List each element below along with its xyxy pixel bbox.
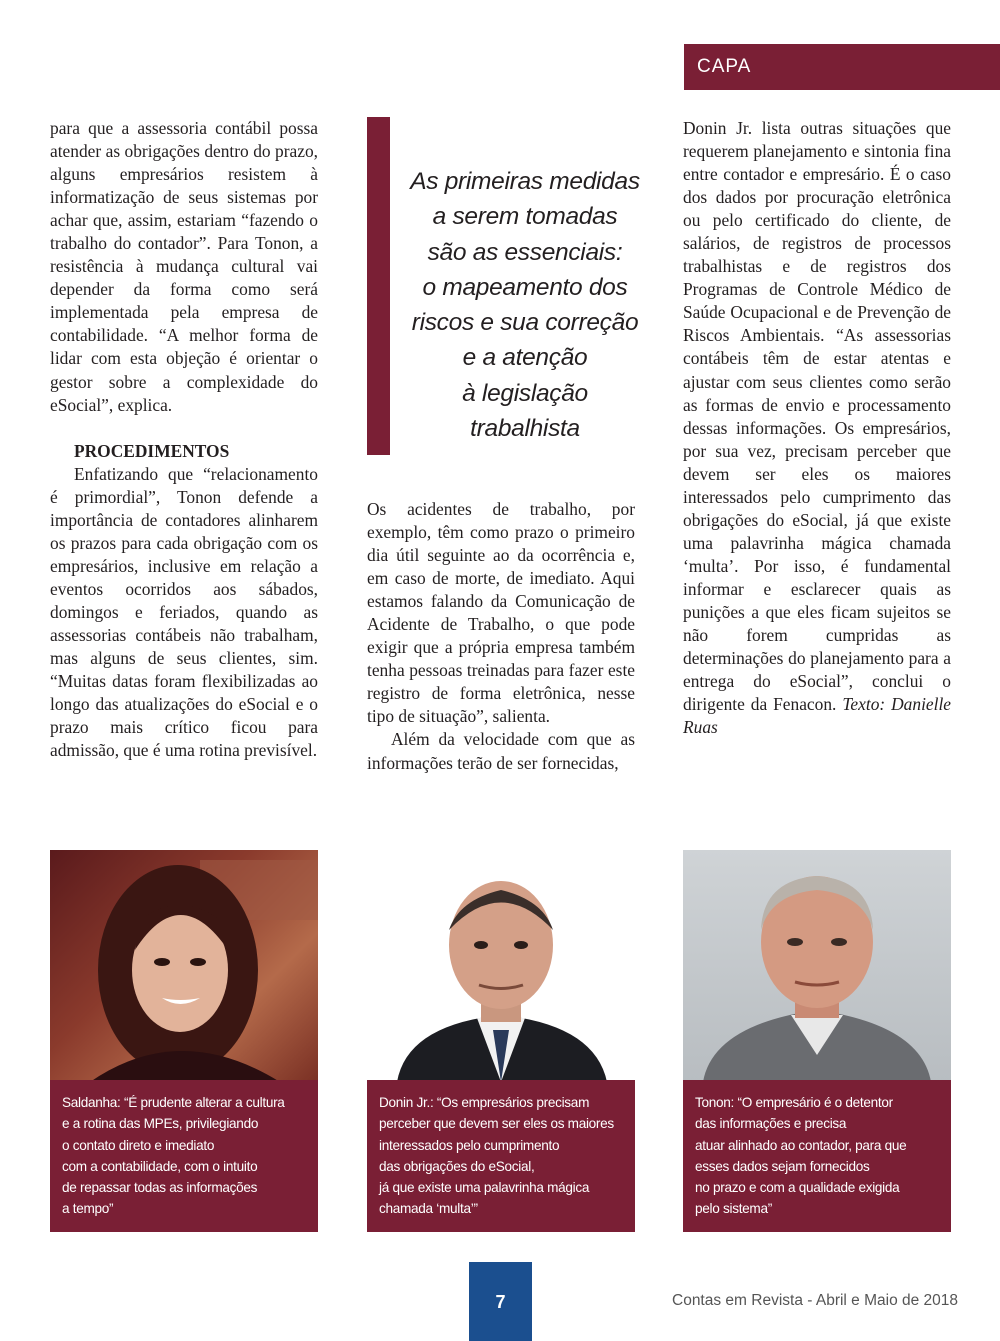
article-column-2 [367, 498, 635, 775]
paragraph: para que a assessoria contábil possa atender as obrigações dentro do prazo, alguns empresários resistem à informatização de seus sistemas por achar que, assim, estariam “fazendo o trabalho do contador”. Para Tonon, a resistência à mudança cultural vai depender da forma como será implementada pela empresa de contabilidade. “A melhor forma de lidar com esta objeção é orientar o gestor sobre a complexidade do eSocial”, explica. [50, 118, 318, 415]
portrait-illustration [683, 850, 951, 1082]
photo-caption [50, 1080, 318, 1232]
photo-card-saldanha [50, 850, 318, 1232]
article-column-3 [683, 117, 951, 739]
section-subheading: PROCEDIMENTOS [74, 440, 230, 461]
pullquote-line: a serem tomadas [432, 203, 618, 231]
caption-line: Saldanha: “É prudente alterar a cultura [62, 1095, 285, 1110]
caption-line: das informações e precisa [695, 1116, 847, 1132]
caption-line: Tonon: “O empresário é o detentor [695, 1095, 893, 1110]
portrait-illustration [50, 850, 318, 1082]
paragraph: Enfatizando que “relacionamento é primordial”, Tonon defende a importância de contadores alinharem os prazos para cada obrigação com os empresários, inclusive em relação a eventos ocorridos aos sábados, domingos e feriados, quando as assessorias contábeis não trabalham, mas alguns de seus clientes, sim. “Muitas datas foram flexibilizadas ao longo das atualizações do eSocial e o prazo mais crítico ficou para admissão, que é uma rotina previsível. [50, 463, 318, 761]
caption-line: Donin Jr.: “Os empresários precisam [379, 1095, 590, 1110]
caption-line: o contato direto e imediato [62, 1137, 215, 1153]
portrait-illustration [367, 850, 635, 1082]
photo-caption [683, 1080, 951, 1232]
photo-card-tonon [683, 850, 951, 1232]
pullquote-line: riscos e sua correção [411, 309, 639, 337]
pullquote-line: e a atenção [462, 344, 588, 372]
caption-line: e a rotina das MPEs, privilegiando [62, 1116, 259, 1132]
caption-line: já que existe uma palavrinha mágica [379, 1180, 590, 1196]
caption-line: atuar alinhado ao contador, para que [695, 1137, 907, 1153]
portrait-photo [367, 850, 635, 1082]
caption-line: de repassar todas as informações [62, 1180, 258, 1196]
pullquote-line: As primeiras medidas [410, 168, 640, 195]
pullquote-accent-bar [367, 117, 390, 455]
photo-caption [367, 1080, 635, 1232]
pullquote-line: são as essenciais: [427, 238, 623, 266]
caption-line: das obrigações do eSocial, [379, 1158, 535, 1174]
section-label: CAPA [684, 44, 1000, 90]
portrait-photo [683, 850, 951, 1082]
caption-line: chamada ‘multa’” [379, 1201, 478, 1217]
article-column-1 [50, 117, 318, 762]
photo-card-donin [367, 850, 635, 1232]
pullquote [405, 164, 645, 446]
pullquote-line: à legislação trabalhista [462, 379, 588, 443]
author-credit: Texto: Danielle Ruas [683, 694, 952, 738]
paragraph: Os acidentes de trabalho, por exemplo, têm como prazo o primeiro dia útil seguinte ao da ocorrência e, em caso de morte, de imediato. Aqui estamos falando da Comunicação de Acidente de Trabalho, o que pode exigir que a própria empresa também tenha pessoas treinadas para fazer este registro de forma eletrônica, nesse tipo de situação”, salienta. [367, 499, 635, 727]
pullquote-line: o mapeamento dos [422, 273, 628, 301]
portrait-photo [50, 850, 318, 1082]
caption-line: esses dados sejam fornecidos [695, 1158, 870, 1174]
caption-line: a tempo” [62, 1201, 114, 1217]
caption-line: perceber que devem ser eles os maiores [379, 1116, 614, 1132]
paragraph-text: Donin Jr. lista outras situações que requerem planejamento e sintonia fina entre contador e empresário. É o caso dos dados por procuração eletrônica ou pelo certificado do cliente, de salários, de registros de processos trabalhistas e de registros dos Programas de Controle Médico de Saúde Ocupacional e de Prevenção de Riscos Ambientais. “As assessorias contábeis têm de estar atentas e ajustar com seus clientes como serão as formas de envio e processamento dessas informações. Os empresários, por sua vez, precisam perceber que devem ser eles os maiores interessados pelo cumprimento das obrigações do eSocial, já que existe uma palavrinha mágica chamada ‘multa’. Por isso, é fundamental informar e esclarecer quais as punições a que eles ficam sujeitos se não forem cumpridas as determinações do planejamento para a entrega do eSocial”, conclui o dirigente da Fenacon. [683, 118, 951, 715]
caption-line: no prazo e com a qualidade exigida [695, 1180, 900, 1196]
caption-line: com a contabilidade, com o intuito [62, 1158, 258, 1174]
publication-footer: Contas em Revista - Abril e Maio de 2018 [672, 1292, 959, 1309]
caption-line: interessados pelo cumprimento [379, 1137, 560, 1153]
page-number: 7 [469, 1262, 532, 1341]
caption-line: pelo sistema” [695, 1201, 772, 1217]
paragraph [683, 117, 951, 739]
paragraph: Além da velocidade com que as informações terão de ser fornecidas, [367, 729, 635, 773]
